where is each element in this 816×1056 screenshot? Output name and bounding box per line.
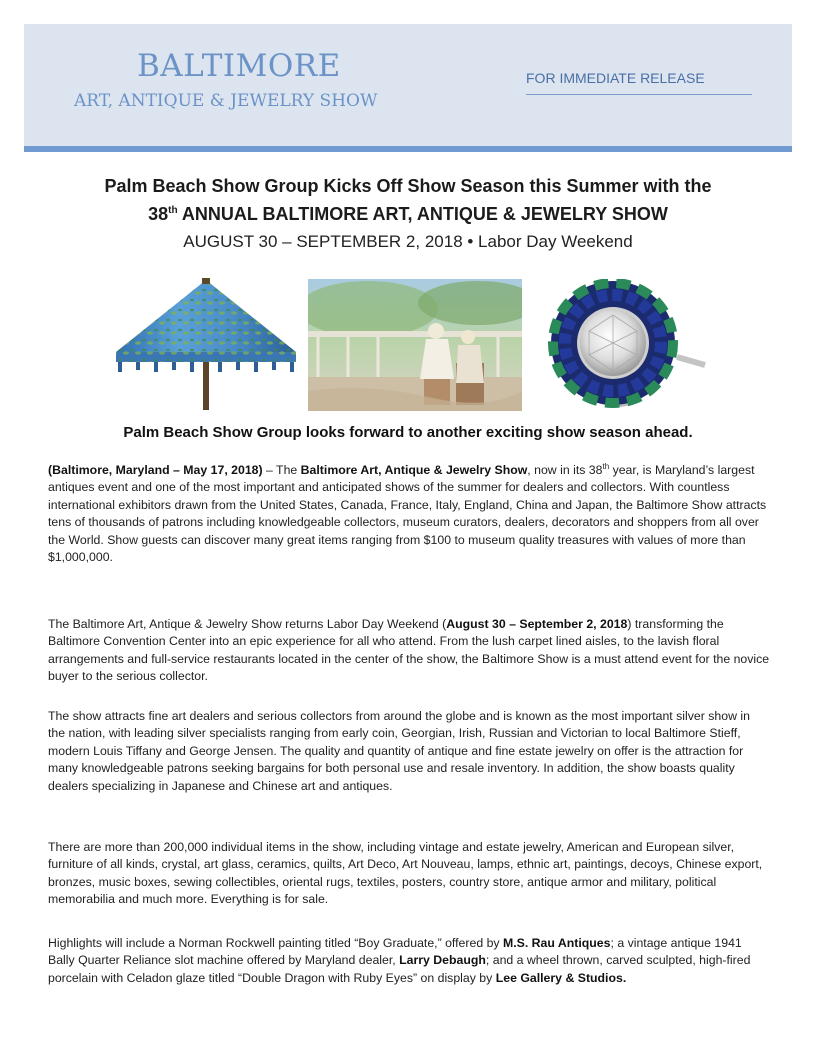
paragraph-intro: (Baltimore, Maryland – May 17, 2018) – The Baltimore Art, Antique & Jewelry Show, now in its 38th year, is Maryland’s largest antiques event and one of the most important and anticipated shows of the summer for dealers and collectors. With countless international exhibitors drawn from the United States, Canada, France, Italy, England, China and Japan, the Baltimore Show attracts tens of thousands of patrons including knowledgeable collectors, museum curators, dealers, decorators and shoppers from all over the World. Show guests can discover many great items ranging from $100 to museum quality treasures with values of more than $1,000,000. [48,462,767,565]
release-label: FOR IMMEDIATE RELEASE [526,70,752,95]
headline-number: 38 [148,204,169,224]
dateline: (Baltimore, Maryland – May 17, 2018) [48,463,263,477]
headline-line-2 [24,204,792,225]
dealer-ms-rau: M.S. Rau Antiques [502,936,611,950]
header-rule [24,146,792,152]
paragraph-highlights: Highlights will include a Norman Rockwell painting titled “Boy Graduate,” offered by M.S. Rau Antiques; a vintage antique 1941 Bally Quarter Reliance slot machine offered by Maryland dealer, Larry Debaugh; and a wheel thrown, carved sculpted, high-fired porcelain with Celadon glaze titled “Double Dragon with Ruby Eyes” on display by Lee Gallery & Studios. [48,936,751,985]
paragraph-dates: The Baltimore Art, Antique & Jewelry Show returns Labor Day Weekend (August 30 – September 2, 2018) transforming the Baltimore Convention Center into an epic experience for all who attend. From the lush carpet lined aisles, to the lavish floral arrangements and full-service restaurants located in the center of the show, the Baltimore Show is a must attend event for the novice buyer to the serious collector. [48,617,770,684]
brand-title: BALTIMORE [137,48,341,84]
event-dates: AUGUST 30 – SEPTEMBER 2, 2018 • Labor Day Weekend [183,232,633,251]
paragraph-items: There are more than 200,000 individual items in the show, including vintage and estate jewelry, American and European silver, furniture of all kinds, crystal, art glass, ceramics, quilts, Art Deco, Art Nouveau, lamps, ethnic art, paintings, decoys, Chinese export, bronzes, music boxes, sewing collectibles, oriental rugs, textiles, posters, country store, antique armor and military, political memorabilia and much more. Everything is for sale. [48,840,763,907]
headline-show-name: ANNUAL BALTIMORE ART, ANTIQUE & JEWELRY SHOW [177,204,668,224]
tagline: Palm Beach Show Group looks forward to another exciting show season ahead. [123,424,693,441]
diamond-ring-image [527,279,707,411]
tiffany-lamp-image [110,278,302,410]
brand-subtitle: ART, ANTIQUE & JEWELRY SHOW [74,91,378,111]
headline-line-1: Palm Beach Show Group Kicks Off Show Season this Summer with the [104,176,712,196]
show-name: Baltimore Art, Antique & Jewelry Show [300,463,528,477]
impressionist-painting-image [308,279,522,411]
show-dates-bold: August 30 – September 2, 2018 [446,617,628,631]
dealer-larry-debaugh: Larry Debaugh [399,953,486,968]
paragraph-silver: The show attracts fine art dealers and serious collectors from around the globe and is known as the most important silver show in the nation, with leading silver specialists ranging from early coin, Georgian, Irish, Russian and Victorian to local Baltimore Stieff, modern Louis Tiffany and George Jensen. The quality and quantity of antique and fine estate jewelry on offer is the attraction for many knowledgeable patrons seeking bargains for both personal use and resale inventory. In addition, the show boasts quality dealers specializing in Japanese and Chinese art and antiques. [48,709,750,793]
dealer-lee-gallery: Lee Gallery & Studios. [495,970,627,985]
headline-ordinal: th [168,205,178,216]
